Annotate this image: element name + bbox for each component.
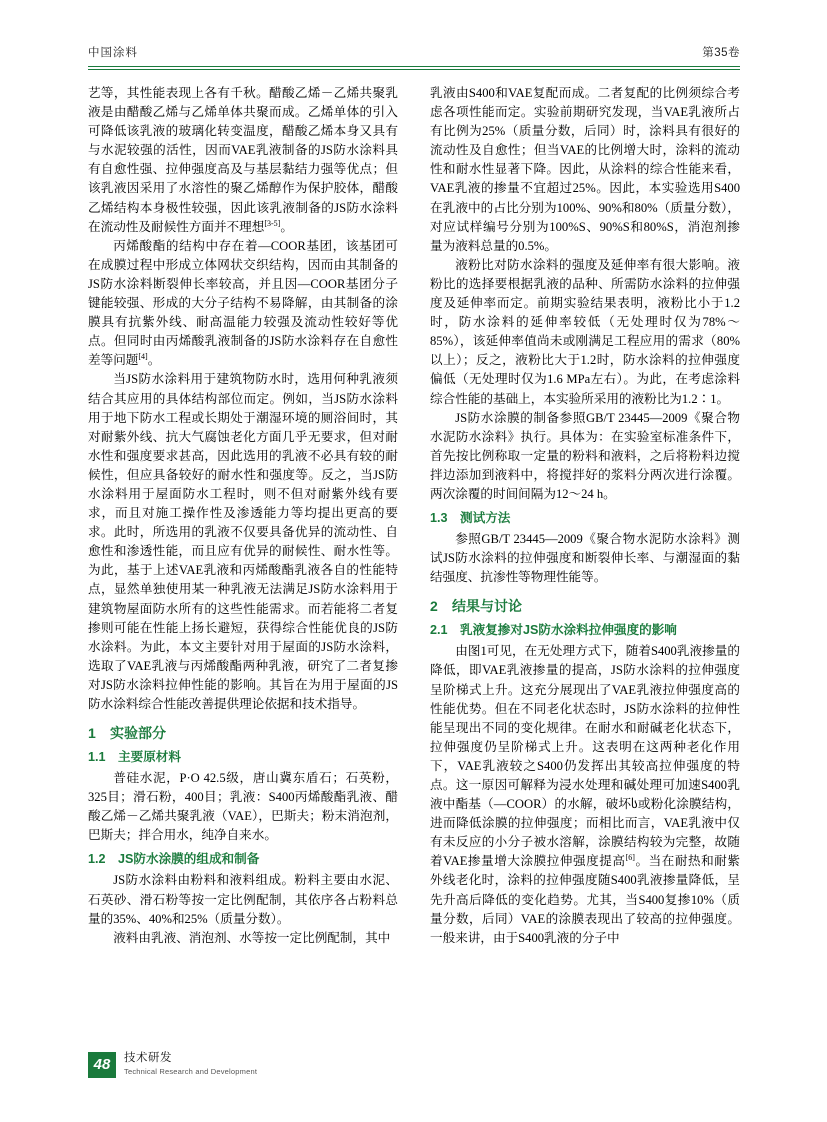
section-title: 测试方法 xyxy=(460,511,511,526)
section-title: 实验部分 xyxy=(110,725,166,742)
paragraph-text: 由图1可见，在无处理方式下，随着S400乳液掺量的降低，即VAE乳液掺量的提高，JS防水涂料的拉伸强度呈阶梯式上升。这充分展现出了VAE乳液拉伸强度高的性能优势。但在不同老化状态时，JS防水涂料的拉伸性能呈现出不同的变化规律。在耐水和耐碱老化状态下，拉伸强度仍呈阶梯式上升。这表明在这两种老化作用下，VAE乳液较之S400仍发挥出其较高拉伸强度的特点。这一原因可解释为浸水处理和碱处理可加速S400乳液中酯基（—COOR）的水解，破坏ს或粉化涂膜结构，进而降低涂膜的拉伸强度；而相比而言，VAE乳液中仅有未反应的小分子被水溶解，涂膜结构较为完整，故随着VAE掺量增大涂膜拉伸强度提高 xyxy=(430,644,740,869)
footer-label-cn: 技术研发 xyxy=(124,1052,172,1064)
section-heading-2 xyxy=(430,596,740,616)
section-number: 1 xyxy=(88,725,96,742)
section-number: 1.2 xyxy=(88,852,106,867)
section-number: 2.1 xyxy=(430,623,448,638)
section-title: JS防水涂膜的组成和制备 xyxy=(118,852,260,867)
volume-label: 第35卷 xyxy=(702,47,740,59)
section-heading-2-1 xyxy=(430,621,740,640)
paragraph: 液料由乳液、消泡剂、水等按一定比例配制，其中 xyxy=(113,930,391,945)
paragraph: 丙烯酸酯的结构中存在着—COOR基团，该基团可在成膜过程中形成立体网状交织结构，因而由其制备的JS防水涂料断裂伸长率较高，并且因—COOR基团分子键能较强、形成的大分子结构不易降解，由其制备的涂膜具有抗紫外线、耐高温能力较强及流动性较好等优点。但同时由丙烯酸乳液制备的JS防水涂料存在自愈性差等问题[4]。 xyxy=(88,238,398,368)
section-heading-1 xyxy=(88,723,398,743)
paragraph: 由图1可见，在无处理方式下，随着S400乳液掺量的降低，即VAE乳液掺量的提高，JS防水涂料的拉伸强度呈阶梯式上升。这充分展现出了VAE乳液拉伸强度高的性能优势。但在不同老化状态时，JS防水涂料的拉伸性能呈现出不同的变化规律。在耐水和耐碱老化状态下，拉伸强度仍呈阶梯式上升。这表明在这两种老化作用下，VAE乳液较之S400仍发挥出其较高拉伸强度的特点。这一原因可解释为浸水处理和碱处理可加速S400乳液中酯基（—COOR）的水解，破坏ს或粉化涂膜结构，进而降低涂膜的拉伸强度；而相比而言，VAE乳液中仅有未反应的小分子被水溶解，涂膜结构较为完整，故随着VAE掺量增大涂膜拉伸强度提高[6]。当在耐热和耐紫外线老化时，涂料的拉伸强度随S400乳液掺量降低，呈先升高后降低的变化趋势。尤其，当S400复掺10%（质量分数，后同）VAE的涂膜表现出了较高的拉伸强度。一般来讲，由于S400乳液的分子中 xyxy=(430,644,741,945)
paragraph-text: 艺等，其性能表现上各有千秋。醋酸乙烯－乙烯共聚乳液是由醋酸乙烯与乙烯单体共聚而成。乙烯单体的引入可降低该乳液的玻璃化转变温度，醋酸乙烯本身又具有与水泥较强的活性，因而VAE乳液制备的JS防水涂料具有自愈性强、拉伸强度高及与基层黏结力强等优点；但该乳液因采用了水溶性的聚乙烯醇作为保护胶体，醋酸乙烯结构本身极性较强，因此该乳液制备的JS防水涂料在流动性及耐候性方面并不理想 xyxy=(88,86,398,234)
header-rule xyxy=(88,66,740,67)
paragraph: 当JS防水涂料用于建筑物防水时，选用何种乳液须结合其应用的具体结构部位而定。例如，当JS防水涂料用于地下防水工程或长期处于潮湿环境的厕浴间时，其对耐紫外线、抗大气腐蚀老化方面几乎无要求，但对耐水性和强度要求甚高，因此选用的乳液不必具有较的耐候性，但应具备较好的耐水性和强度等。反之，当JS防水涂料用于屋面防水工程时，则不但对耐紫外线有要求，而且对施工操作性及渗透能力等均提出更高的要求。此时，所选用的乳液不仅要具备优异的流动性、自愈性和渗透性能，而且应有优异的耐候性、耐水性等。为此，基于上述VAE乳液和丙烯酸酯乳液各自的性能特点，显然单独使用某一种乳液无法满足JS防水涂料用于建筑物屋面防水所有的这些性能需求。而若能将二者复掺则可能在性能上扬长避短，获得综合性能优良的JS防水涂料。为此，本文主要针对用于屋面的JS防水涂料，选取了VAE乳液与丙烯酸酯两种乳液，研究了二者复掺对JS防水涂料拉伸性能的影响。其旨在为用于屋面的JS防水涂料综合性能改善提供理论依据和技术指导。 xyxy=(88,372,398,711)
paragraph-text-continued: 当在耐热和耐紫外线老化时，涂料的拉伸强度随S400乳液掺量降低，呈先升高后降低的变化趋势。尤其，当S400复掺10%（质量分数，后同）VAE的涂膜表现出了较高的拉伸强度。一般来讲，由于S400乳液的分子中 xyxy=(430,854,741,945)
footer-label-en: Technical Research and Development xyxy=(124,1067,258,1076)
reference-marker: [3-5] xyxy=(264,218,281,228)
paragraph: 普硅水泥，P·O 42.5级，唐山冀东盾石；石英粉，325目；滑石粉，400目；乳液：S400丙烯酸酯乳液、醋酸乙烯－乙烯共聚乳液（VAE），巴斯夫；粉末消泡剂，巴斯夫；拌合用水，纯净自来水。 xyxy=(88,771,398,843)
section-title: 结果与讨论 xyxy=(452,598,522,615)
reference-marker: [6] xyxy=(625,853,635,863)
section-title: 主要原材料 xyxy=(118,750,181,765)
left-column xyxy=(88,84,398,948)
header-rule-secondary xyxy=(88,69,740,70)
page-footer xyxy=(88,1052,740,1086)
page-number: 48 xyxy=(88,1052,116,1078)
section-heading-1-1 xyxy=(88,748,398,767)
section-title: 乳液复掺对JS防水涂料拉伸强度的影响 xyxy=(460,623,677,638)
paragraph: JS防水涂膜的制备参照GB/T 23445—2009《聚合物水泥防水涂料》执行。具体为：在实验室标准条件下，首先按比例称取一定量的粉料和液料，之后将粉料边搅拌边添加到液料中，将搅拌好的浆料分两次进行涂覆。两次涂覆的时间间隔为12～24 h。 xyxy=(430,410,740,501)
right-column xyxy=(430,84,740,948)
section-heading-1-3 xyxy=(430,509,740,528)
page-header xyxy=(88,44,740,66)
paragraph: 参照GB/T 23445—2009《聚合物水泥防水涂料》测试JS防水涂料的拉伸强度和断裂伸长率、与潮湿面的黏结强度、抗渗性等物理性能等。 xyxy=(430,532,740,585)
section-number: 1.1 xyxy=(88,750,106,765)
paragraph-text: 丙烯酸酯的结构中存在着—COOR基团，该基团可在成膜过程中形成立体网状交织结构，因而由其制备的JS防水涂料断裂伸长率较高，并且因—COOR基团分子键能较强、形成的大分子结构不易降解，由其制备的涂膜具有抗紫外线、耐高温能力较强及流动性较好等优点。但同时由丙烯酸乳液制备的JS防水涂料存在自愈性差等问题 xyxy=(88,238,398,368)
footer-section-label xyxy=(124,1051,257,1077)
section-number: 1.3 xyxy=(430,511,448,526)
section-heading-1-2 xyxy=(88,850,398,869)
section-number: 2 xyxy=(430,598,438,615)
paragraph: JS防水涂料由粉料和液料组成。粉料主要由水泥、石英砂、滑石粉等按一定比例配制，其依序各占粉料总量的35%、40%和25%（质量分数）。 xyxy=(88,873,398,926)
paragraph: 艺等，其性能表现上各有千秋。醋酸乙烯－乙烯共聚乳液是由醋酸乙烯与乙烯单体共聚而成。乙烯单体的引入可降低该乳液的玻璃化转变温度，醋酸乙烯本身又具有与水泥较强的活性，因而VAE乳液制备的JS防水涂料具有自愈性强、拉伸强度高及与基层黏结力强等优点；但该乳液因采用了水溶性的聚乙烯醇作为保护胶体，醋酸乙烯结构本身极性较强，因此该乳液制备的JS防水涂料在流动性及耐候性方面并不理想[3-5]。 xyxy=(88,86,398,234)
journal-title: 中国涂料 xyxy=(88,47,138,59)
paragraph: 乳液由S400和VAE复配而成。二者复配的比例须综合考虑各项性能而定。实验前期研究发现，当VAE乳液所占有比例为25%（质量分数，后同）时，涂料具有很好的流动性及自愈性；但当VAE的比例增大时，涂料的流动性和耐水性显著下降。因此，从涂料的综合性能来看，VAE乳液的掺量不宜超过25%。因此，本实验选用S400在乳液中的占比分别为100%、90%和80%（质量分数），对应试样编号分别为100%S、90%S和80%S，消泡剂掺量为液料总量的0.5%。 xyxy=(430,86,740,253)
paragraph: 液粉比对防水涂料的强度及延伸率有很大影响。液粉比的选择要根据乳液的品种、所需防水涂料的拉伸强度及延伸率而定。前期实验结果表明，液粉比小于1.2时，防水涂料的延伸率较低（无处理时仅为78%～85%），该延伸率值尚未或刚满足工程应用的需求（80%以上）；反之，液粉比大于1.2时，防水涂料的拉伸强度偏低（无处理时仅为1.6 MPa左右）。为此，在考虑涂料综合性能的基础上，本实验所采用的液粉比为1.2∶1。 xyxy=(430,257,740,406)
reference-marker: [4] xyxy=(138,352,148,362)
